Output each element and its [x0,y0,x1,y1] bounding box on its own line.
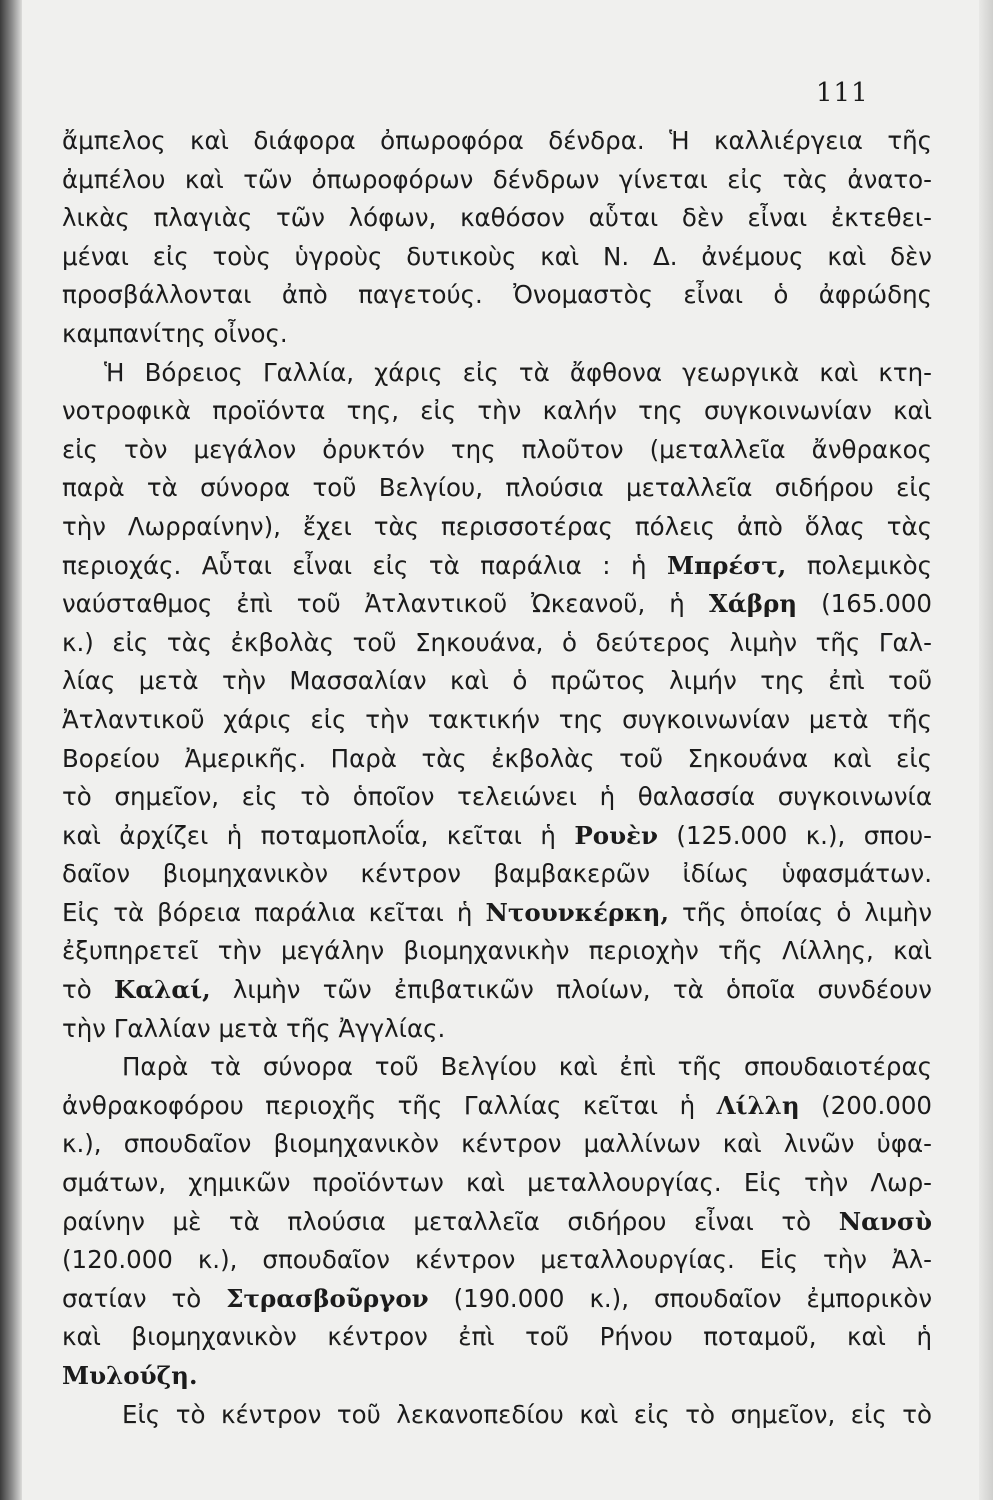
text-line: ἀμπέλου καὶ τῶν ὀπωροφόρων δένδρων γίνεται εἰς τὰς ἀνατο- [62,164,932,194]
text-line: καὶ ἀρχίζει ἡ ποταμοπλοΐα, κεῖται ἡ Ρουὲν (125.000 κ.), σπου- [62,820,932,850]
place-name: Χάβρη [708,589,798,619]
text-line: Ἡ Βόρειος Γαλλία, χάρις εἰς τὰ ἄφθονα γεωργικὰ καὶ κτη- [104,357,932,387]
text-line: μέναι εἰς τοὺς ὑγροὺς δυτικοὺς καὶ Ν. Δ. ἀνέμους καὶ δὲν [62,241,932,271]
text-line: ἀνθρακοφόρου περιοχῆς τῆς Γαλλίας κεῖται ἡ Λίλλη (200.000 [62,1090,932,1120]
text-line: Παρὰ τὰ σύνορα τοῦ Βελγίου καὶ ἐπὶ τῆς σπουδαιοτέρας [122,1052,932,1082]
place-name: Καλαί, [114,975,211,1005]
text-line: ραίνην μὲ τὰ πλούσια μεταλλεῖα σιδήρου εἶναι τὸ Νανσὺ [62,1206,932,1236]
text-line: τὴν Λωρραίνην), ἔχει τὰς περισσοτέρας πόλεις ἀπὸ ὅλας τὰς [62,511,932,541]
text-line: εἰς τὸν μεγάλον ὀρυκτόν της πλοῦτον (μεταλλεῖα ἄνθρακος [62,434,932,464]
text-line: δαῖον βιομηχανικὸν κέντρον βαμβακερῶν ἰδίως ὑφασμάτων. [62,859,932,889]
text-line: νοτροφικὰ προϊόντα της, εἰς τὴν καλήν της συγκοινωνίαν καὶ [62,396,932,426]
page-edge [979,0,993,1500]
place-name: Νανσὺ [838,1206,932,1236]
place-name: Μπρέστ, [667,550,787,580]
body-text [62,122,932,1434]
text-line: Εἰς τὸ κέντρον τοῦ λεκανοπεδίου καὶ εἰς τὸ σημεῖον, εἰς τὸ [122,1399,932,1429]
text-line: λίας μετὰ τὴν Μασσαλίαν καὶ ὁ πρῶτος λιμήν της ἐπὶ τοῦ [62,666,932,696]
text-line: καὶ βιομηχανικὸν κέντρον ἐπὶ τοῦ Ρήνου ποταμοῦ, καὶ ἡ [62,1322,932,1352]
text-line: κ.) εἰς τὰς ἐκβολὰς τοῦ Σηκουάνα, ὁ δεύτερος λιμὴν τῆς Γαλ- [62,627,932,657]
place-name: Στρασβοῦργον [226,1283,429,1313]
text-line: λικὰς πλαγιὰς τῶν λόφων, καθόσον αὗται δὲν εἶναι ἐκτεθει- [62,203,932,233]
text-line: σατίαν τὸ Στρασβοῦργον (190.000 κ.), σπουδαῖον ἐμπορικὸν [62,1283,933,1313]
text-line: Εἰς τὰ βόρεια παράλια κεῖται ἡ Ντουνκέρκη, τῆς ὁποίας ὁ λιμὴν [62,897,933,927]
text-line: ἐξυπηρετεῖ τὴν μεγάλην βιομηχανικὴν περιοχὴν τῆς Λίλλης, καὶ [62,936,932,966]
place-name: Ρουὲν [574,820,658,850]
text-line: τὸ Καλαί, λιμὴν τῶν ἐπιβατικῶν πλοίων, τὰ ὁποῖα συνδέουν [62,975,932,1005]
text-line: τὴν Γαλλίαν μετὰ τῆς Ἀγγλίας. [62,1013,446,1043]
text-line: παρὰ τὰ σύνορα τοῦ Βελγίου, πλούσια μεταλλεῖα σιδήρου εἰς [62,473,932,503]
place-name: Λίλλη [716,1090,800,1120]
text-line: Βορείου Ἀμερικῆς. Παρὰ τὰς ἐκβολὰς τοῦ Σηκουάνα καὶ εἰς [62,743,932,773]
text-line: περιοχάς. Αὗται εἶναι εἰς τὰ παράλια : ἡ Μπρέστ, πολεμικὸς [62,550,932,580]
text-line: ναύσταθμος ἐπὶ τοῦ Ἀτλαντικοῦ Ὠκεανοῦ, ἡ Χάβρη (165.000 [62,589,932,619]
place-name: Μυλούζη. [62,1361,198,1390]
page-number: 111 [816,78,869,108]
text-line: σμάτων, χημικῶν προϊόντων καὶ μεταλλουργίας. Εἰς τὴν Λωρ- [62,1168,932,1198]
text-line: τὸ σημεῖον, εἰς τὸ ὁποῖον τελειώνει ἡ θαλασσία συγκοινωνία [62,782,932,812]
text-line: προσβάλλονται ἀπὸ παγετούς. Ὀνομαστὸς εἶναι ὁ ἀφρώδης [62,280,932,310]
text-line: κ.), σπουδαῖον βιομηχανικὸν κέντρον μαλλίνων καὶ λινῶν ὑφα- [62,1129,932,1159]
text-line [62,1357,932,1396]
book-spine-shadow [0,0,22,1500]
text-line: ἄμπελος καὶ διάφορα ὀπωροφόρα δένδρα. Ἡ καλλιέργεια τῆς [62,126,932,155]
text-line: (120.000 κ.), σπουδαῖον κέντρον μεταλλουργίας. Εἰς τὴν Ἀλ- [62,1245,932,1275]
place-name: Ντουνκέρκη, [485,897,669,927]
text-line: καμπανίτης οἶνος. [62,318,288,348]
text-line: Ἀτλαντικοῦ χάρις εἰς τὴν τακτικήν της συγκοινωνίαν μετὰ τῆς [62,704,932,734]
